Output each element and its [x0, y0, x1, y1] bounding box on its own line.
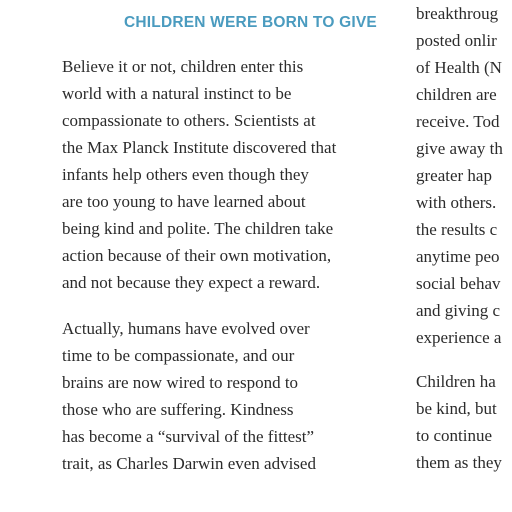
text-line: be kind, but: [416, 399, 497, 418]
text-line: the results c: [416, 220, 498, 239]
text-line: them as they: [416, 453, 502, 472]
text-line: the Max Planck Institute discovered that: [62, 138, 337, 157]
text-line: has become a “survival of the fittest”: [62, 427, 315, 446]
text-line: time to be compassionate, and our: [62, 346, 295, 365]
text-line: trait, as Charles Darwin even advised: [62, 454, 316, 473]
section-heading: CHILDREN WERE BORN TO GIVE: [124, 14, 377, 31]
text-line: receive. Tod: [416, 112, 500, 131]
text-line: action because of their own motivation,: [62, 246, 332, 265]
text-line: are too young to have learned about: [62, 192, 306, 211]
text-line: social behav: [416, 274, 501, 293]
text-line: give away th: [416, 139, 503, 158]
text-line: brains are now wired to respond to: [62, 373, 299, 392]
text-line: Children ha: [416, 372, 496, 391]
text-line: with others.: [416, 193, 497, 212]
text-line: world with a natural instinct to be: [62, 84, 292, 103]
text-line: and giving c: [416, 301, 501, 320]
text-line: breakthroug: [416, 4, 499, 23]
text-line: and not because they expect a reward.: [62, 273, 321, 292]
text-line: of Health (N: [416, 58, 502, 77]
paragraph-children-kindness: [416, 368, 502, 476]
text-line: Believe it or not, children enter this: [62, 57, 304, 76]
text-line: infants help others even though they: [62, 165, 309, 184]
text-line: Actually, humans have evolved over: [62, 319, 310, 338]
text-line: posted onlir: [416, 31, 497, 50]
text-line: anytime peo: [416, 247, 500, 266]
paragraph-evolution: [62, 315, 316, 477]
text-line: to continue: [416, 426, 493, 445]
text-line: compassionate to others. Scientists at: [62, 111, 316, 130]
text-line: greater hap: [416, 166, 492, 185]
paragraph-instinct: [62, 53, 336, 296]
text-line: those who are suffering. Kindness: [62, 400, 294, 419]
text-line: being kind and polite. The children take: [62, 219, 334, 238]
text-line: experience a: [416, 328, 502, 347]
paragraph-research-continued: [416, 0, 503, 351]
text-line: children are: [416, 85, 497, 104]
